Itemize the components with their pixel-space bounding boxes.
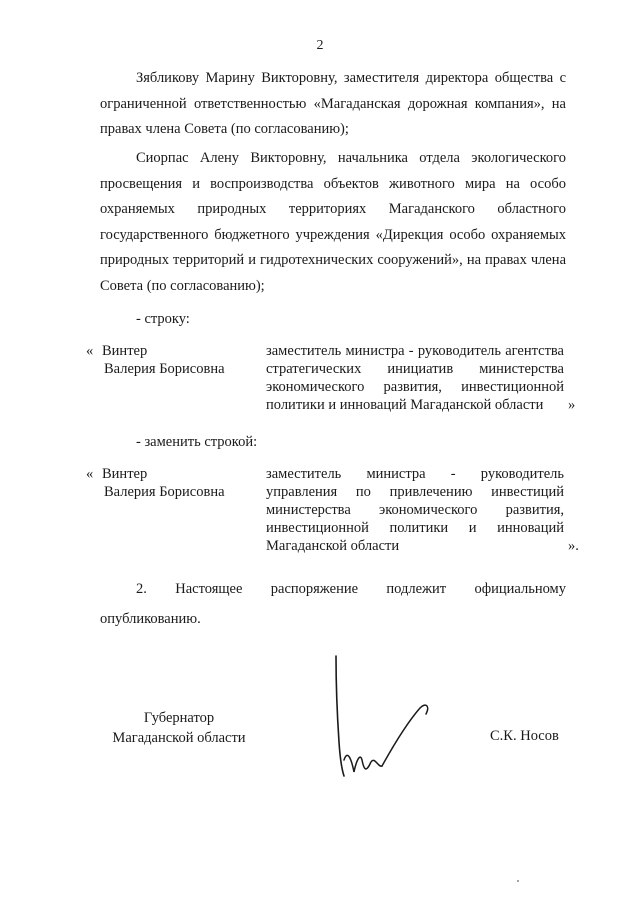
signatory-name: С.К. Носов (490, 728, 559, 744)
handwritten-signature (322, 652, 442, 782)
person-name (102, 342, 262, 378)
open-quote: « (86, 343, 94, 359)
open-quote: « (86, 466, 94, 482)
person-surname: Винтер (102, 466, 148, 482)
signatory-title (104, 708, 254, 748)
page-number: 2 (316, 38, 324, 53)
close-quote: ». (568, 538, 579, 554)
signatory-title-line1: Губернатор (143, 710, 215, 726)
person-given-names: Валерия Борисовна (104, 484, 225, 500)
person-name (102, 465, 262, 501)
member-paragraph-zyablikova: Зябликову Марину Викторовну, заместителя директора общества с ограниченной ответственностью «Магаданская дорожная компания», на правах члена Совета (по согласованию); (100, 70, 566, 137)
clause-2: 2. Настоящее распоряжение подлежит официальному опубликованию. (100, 581, 566, 627)
person-role: заместитель министра - руководитель агентства стратегических инициатив министерства экономического развития, инвестиционной политики и инноваций Магаданской области (266, 343, 564, 413)
member-paragraph-siorpas: Сиорпас Алену Викторовну, начальника отдела экологического просвещения и воспроизводства объектов животного мира на особо охраняемых природных территориях Магаданского областного государственного бюджетного учреждения «Дирекция особо охраняемых природных территорий и гидротехнических сооружений», на правах члена Совета (по согласованию); (100, 150, 566, 294)
person-given-names: Валерия Борисовна (104, 361, 225, 377)
label-line: - строку: (136, 311, 190, 327)
label-replace: - заменить строкой: (136, 434, 258, 450)
close-quote: » (568, 397, 576, 413)
scan-speck (517, 880, 519, 882)
person-surname: Винтер (102, 343, 148, 359)
person-role: заместитель министра - руководитель управления по привлечению инвестиций министерства экономического развития, инвестиционной политики и инноваций Магаданской области (266, 466, 564, 554)
signatory-title-line2: Магаданской области (112, 730, 246, 746)
